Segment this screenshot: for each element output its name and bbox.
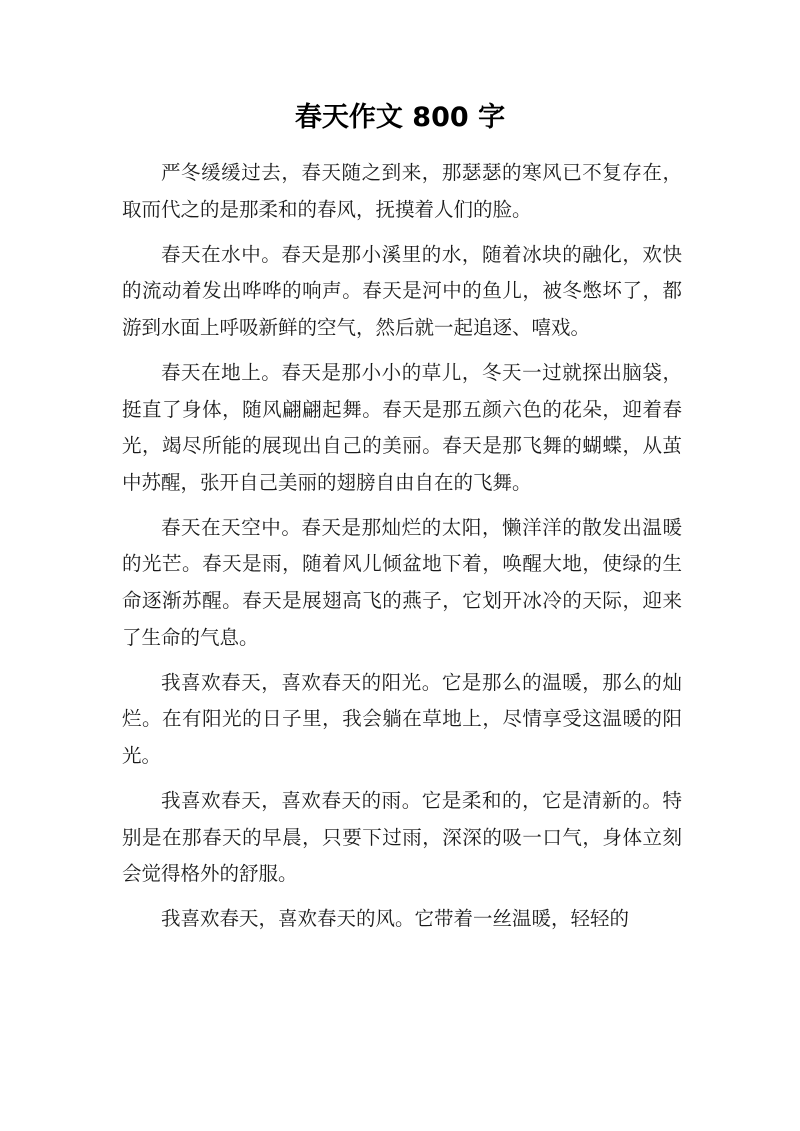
document-title: 春天作文 800 字 [294, 102, 506, 133]
paragraph: 我喜欢春天，喜欢春天的阳光。它是那么的温暖，那么的灿烂。在有阳光的日子里，我会躺在草地上，尽情享受这温暖的阳光。 [122, 670, 682, 767]
paragraph: 春天在地上。春天是那小小的草儿，冬天一过就探出脑袋，挺直了身体，随风翩翩起舞。春天是那五颜六色的花朵，迎着春光，竭尽所能的展现出自己的美丽。春天是那飞舞的蝴蝶，从茧中苏醒，张开自己美丽的翅膀自由自在的飞舞。 [122, 360, 682, 494]
paragraph: 我喜欢春天，喜欢春天的风。它带着一丝温暖，轻轻的 [161, 907, 630, 931]
paragraph: 我喜欢春天，喜欢春天的雨。它是柔和的，它是清新的。特别是在那春天的早晨，只要下过雨，深深的吸一口气，身体立刻会觉得格外的舒服。 [122, 789, 682, 886]
document-body [122, 155, 682, 946]
paragraph: 严冬缓缓过去，春天随之到来，那瑟瑟的寒风已不复存在，取而代之的是那柔和的春风，抚摸着人们的脸。 [122, 161, 682, 221]
paragraph: 春天在天空中。春天是那灿烂的太阳，懒洋洋的散发出温暖的光芒。春天是雨，随着风儿倾盆地下着，唤醒大地，使绿的生命逐渐苏醒。春天是展翅高飞的燕子，它划开冰冷的天际，迎来了生命的气息。 [122, 515, 682, 649]
paragraph: 春天在水中。春天是那小溪里的水，随着冰块的融化，欢快的流动着发出哗哗的响声。春天是河中的鱼儿，被冬憋坏了，都游到水面上呼吸新鲜的空气，然后就一起追逐、嘻戏。 [122, 242, 682, 339]
